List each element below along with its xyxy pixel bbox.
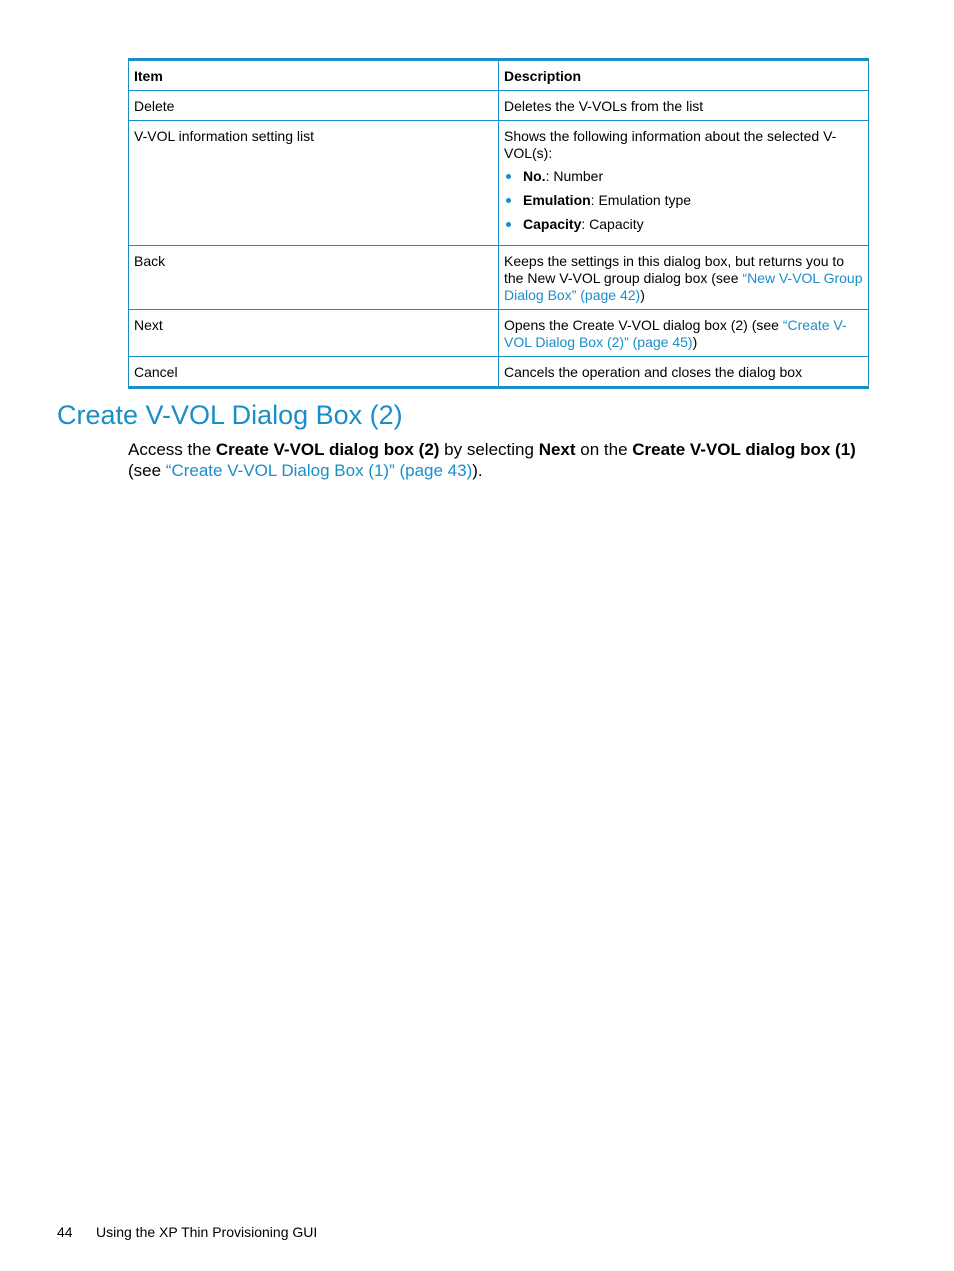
bullet-icon (506, 222, 511, 227)
item-description-table (128, 58, 869, 389)
list-item (504, 168, 863, 185)
body-bold: Create V-VOL dialog box (1) (632, 440, 856, 459)
body-bold: Next (538, 440, 576, 459)
bullet-icon (506, 198, 511, 203)
row-item-back: Back (129, 246, 499, 310)
bullet-term: Emulation (523, 192, 591, 208)
body-text: by selecting (439, 440, 539, 459)
table-row (129, 121, 869, 246)
table-row (129, 310, 869, 357)
bullet-text: : Emulation type (590, 192, 692, 208)
bullet-text: : Capacity (581, 216, 644, 232)
page-footer (57, 1223, 317, 1241)
info-bullet-list (504, 168, 863, 233)
section-title: Create V-VOL Dialog Box (2) (57, 400, 403, 430)
bullet-term: No. (523, 168, 546, 184)
row-description: Cancels the operation and closes the dialog box (499, 357, 869, 388)
header-item: Item (129, 60, 499, 91)
description-text: ) (640, 287, 645, 303)
create-vvol-dialog-1-link[interactable]: “Create V-VOL Dialog Box (1)” (page 43) (165, 461, 473, 480)
bullet-text: : Number (545, 168, 604, 184)
page-number: 44 (57, 1224, 73, 1240)
table-row (129, 246, 869, 310)
body-text: Access the (128, 440, 216, 459)
description-text: Keeps the settings in this dialog box, but returns you to the New V-VOL group dialog box (see (504, 253, 845, 286)
table-row (129, 91, 869, 121)
description-text: Opens the Create V-VOL dialog box (2) (see (504, 317, 783, 333)
row-description (499, 310, 869, 357)
footer-title: Using the XP Thin Provisioning GUI (96, 1224, 318, 1240)
list-item (504, 192, 863, 209)
create-vvol-dialog-2-link[interactable]: “Create V-VOL Dialog Box (2)” (page 45) (504, 317, 847, 350)
new-vvol-group-link[interactable]: “New V-VOL Group Dialog Box” (page 42) (504, 270, 863, 303)
row-item-next: Next (129, 310, 499, 357)
body-bold: Create V-VOL dialog box (2) (215, 440, 440, 459)
section-body (128, 439, 873, 481)
table-row (129, 357, 869, 388)
row-item-delete: Delete (129, 91, 499, 121)
row-description (499, 246, 869, 310)
description-text: Shows the following information about the selected V-VOL(s): (504, 128, 837, 161)
header-description: Description (499, 60, 869, 91)
row-item-cancel: Cancel (129, 357, 499, 388)
description-text: ) (692, 334, 698, 350)
row-description (499, 121, 869, 246)
row-item-vvol-info-list: V-VOL information setting list (129, 121, 499, 246)
bullet-term: Capacity (523, 216, 582, 232)
row-description: Deletes the V-VOLs from the list (499, 91, 869, 121)
body-text: on the (575, 440, 633, 459)
list-item (504, 216, 863, 233)
body-text: (see (128, 461, 166, 480)
body-text: ). (472, 461, 483, 480)
bullet-icon (506, 174, 511, 179)
table-header-row (129, 60, 869, 91)
